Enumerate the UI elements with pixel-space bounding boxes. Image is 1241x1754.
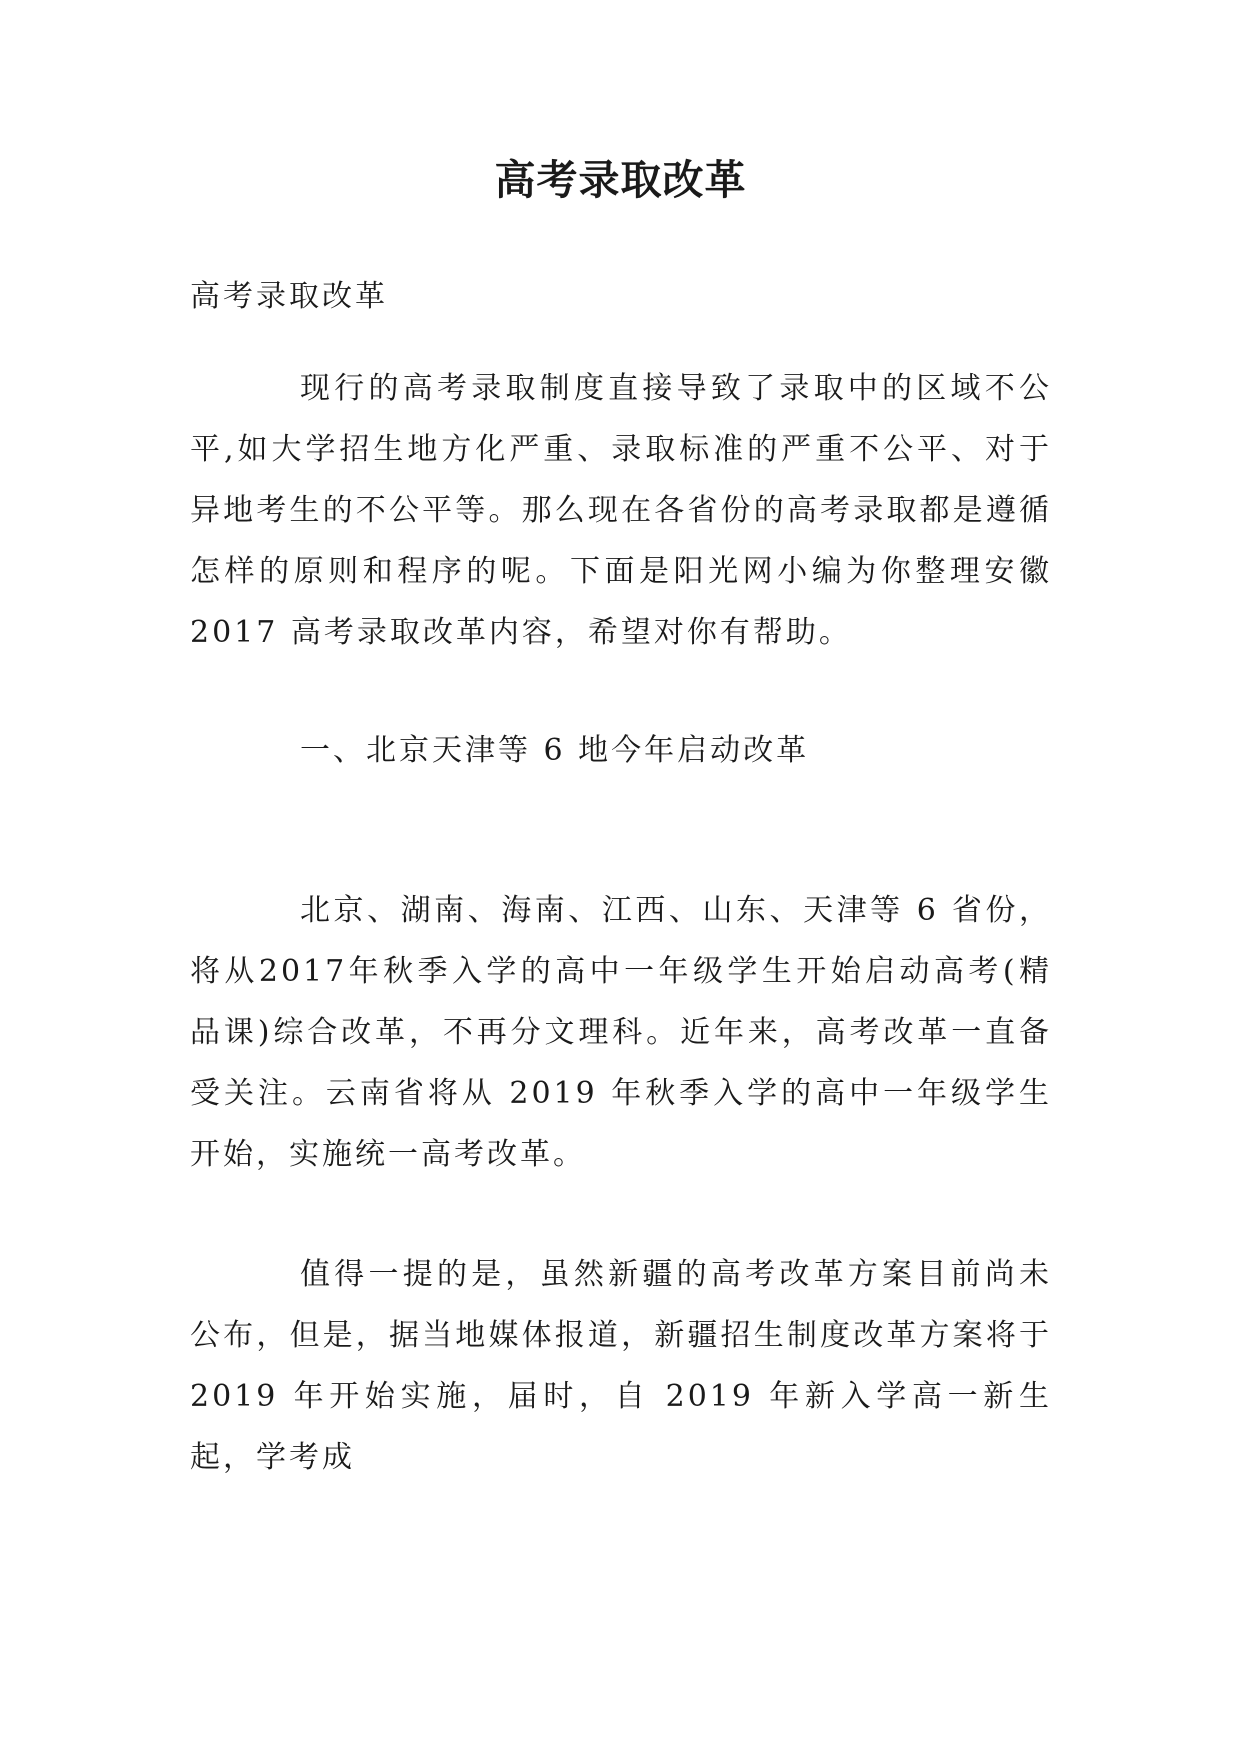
paragraph-xinjiang [190, 1244, 1052, 1488]
paragraph-regions [190, 880, 1052, 1185]
section-heading [190, 720, 1052, 781]
document-title: 高考录取改革 [494, 156, 747, 204]
section-heading-text: 一、北京天津等 6 地今年启动改革 [300, 733, 810, 768]
paragraph-text: 值得一提的是，虽然新疆的高考改革方案目前尚未公布，但是，据当地媒体报道，新疆招生制度改革方案将于 2019 年开始实施，届时，自 2019 年新入学高一新生起，学考成 [190, 1257, 1052, 1475]
paragraph-text: 北京、湖南、海南、江西、山东、天津等 6 省份，将从2017年秋季入学的高中一年级学生开始启动高考(精品课)综合改革，不再分文理科。近年来，高考改革一直备受关注。云南省将从 2019 年秋季入学的高中一年级学生开始，实施统一高考改革。 [190, 893, 1052, 1172]
document-subtitle: 高考录取改革 [190, 279, 388, 314]
paragraph-intro [190, 358, 1052, 663]
paragraph-text: 现行的高考录取制度直接导致了录取中的区域不公平,如大学招生地方化严重、录取标准的严重不公平、对于异地考生的不公平等。那么现在各省份的高考录取都是遵循怎样的原则和程序的呢。下面是阳光网小编为你整理安徽 2017 高考录取改革内容，希望对你有帮助。 [190, 371, 1052, 650]
